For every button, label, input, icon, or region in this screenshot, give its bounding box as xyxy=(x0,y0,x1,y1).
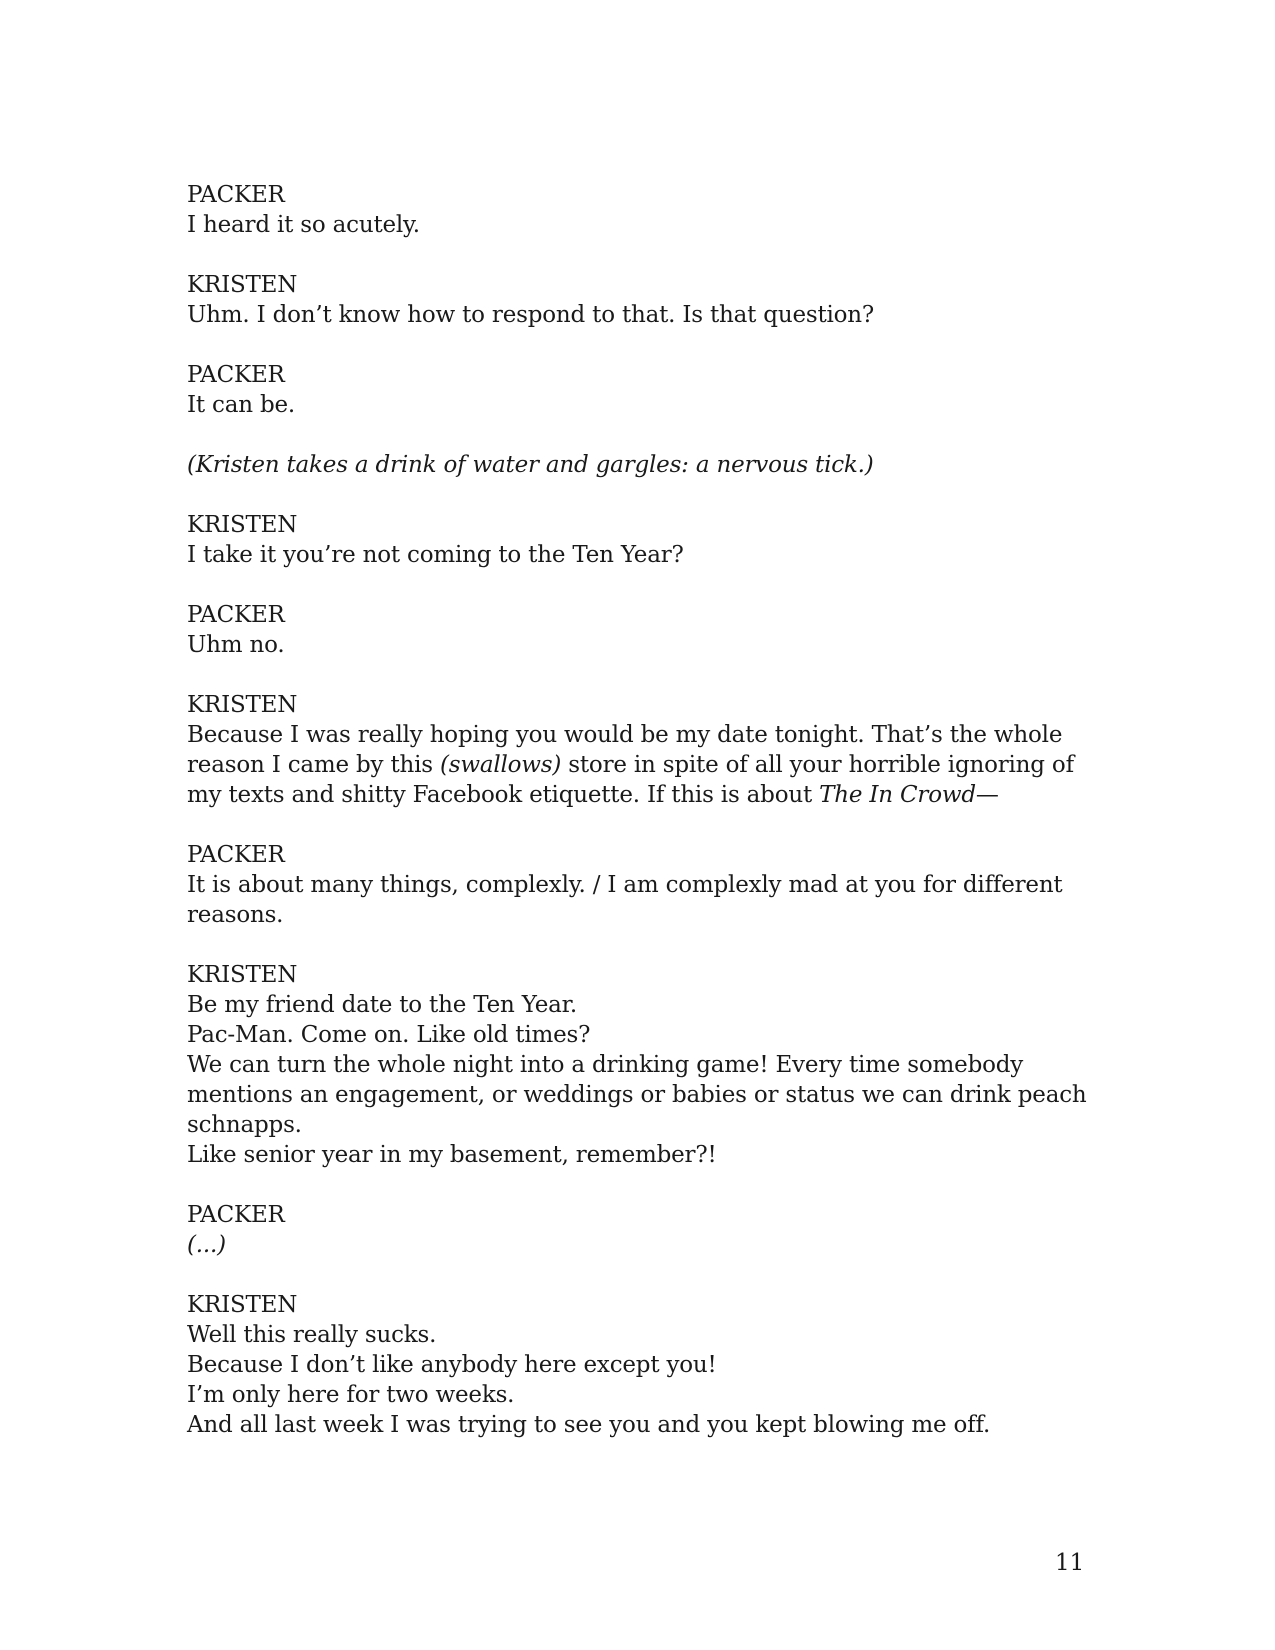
dialogue-line: Uhm. I don’t know how to respond to that. Is that question? xyxy=(187,302,875,328)
dialogue-line: Well this really sucks. xyxy=(187,1322,437,1348)
speaker-name: PACKER xyxy=(187,362,285,388)
dialogue-text: Because I was really hoping you would be my date tonight. That’s the whole reason I came by this xyxy=(187,722,1063,778)
dialogue-text: store in spite of all your horrible ignoring of my texts and shitty Facebook etiquette. If this is about xyxy=(187,752,1074,808)
speaker-name: PACKER xyxy=(187,1202,285,1228)
dialogue-block xyxy=(187,960,1087,1170)
speaker-name: PACKER xyxy=(187,602,285,628)
speaker-name: PACKER xyxy=(187,182,285,208)
dialogue-block xyxy=(187,690,1087,810)
dialogue-line: Be my friend date to the Ten Year. xyxy=(187,992,578,1018)
inline-stage-direction: (swallows) xyxy=(439,752,562,778)
dialogue-block xyxy=(187,180,1087,240)
title-reference: The In Crowd xyxy=(819,782,976,808)
dialogue-block xyxy=(187,360,1087,420)
dialogue-line: I’m only here for two weeks. xyxy=(187,1382,515,1408)
speaker-name: KRISTEN xyxy=(187,272,298,298)
dialogue-line: Uhm no. xyxy=(187,632,285,658)
script-page xyxy=(187,180,1087,1470)
speaker-name: PACKER xyxy=(187,842,285,868)
dialogue-paragraph: It is about many things, complexly. / I am complexly mad at you for different reasons. xyxy=(187,872,1063,928)
dialogue-block xyxy=(187,510,1087,570)
dialogue-line: It can be. xyxy=(187,392,296,418)
speaker-name: KRISTEN xyxy=(187,692,298,718)
speaker-name: KRISTEN xyxy=(187,1292,298,1318)
speaker-name: KRISTEN xyxy=(187,962,298,988)
dialogue-paragraph: We can turn the whole night into a drinking game! Every time somebody mentions an engagement, or weddings or babies or status we can drink peach schnapps. xyxy=(187,1052,1087,1138)
speaker-name: KRISTEN xyxy=(187,512,298,538)
stage-direction-block xyxy=(187,450,1087,480)
stage-direction: (...) xyxy=(187,1232,226,1258)
page-number: 11 xyxy=(1055,1550,1085,1576)
dialogue-line: Like senior year in my basement, remember?! xyxy=(187,1142,717,1168)
dialogue-line: I take it you’re not coming to the Ten Year? xyxy=(187,542,684,568)
dialogue-paragraph xyxy=(187,720,1087,810)
dialogue-block xyxy=(187,270,1087,330)
dialogue-line: Because I don’t like anybody here except you! xyxy=(187,1352,717,1378)
dialogue-block xyxy=(187,840,1087,930)
dialogue-line: Pac-Man. Come on. Like old times? xyxy=(187,1022,591,1048)
dialogue-block xyxy=(187,600,1087,660)
stage-direction: (Kristen takes a drink of water and gargles: a nervous tick.) xyxy=(187,452,874,478)
dialogue-block xyxy=(187,1290,1087,1440)
dialogue-text: — xyxy=(975,782,999,808)
dialogue-line: And all last week I was trying to see you and you kept blowing me off. xyxy=(187,1412,991,1438)
dialogue-block xyxy=(187,1200,1087,1260)
dialogue-line: I heard it so acutely. xyxy=(187,212,420,238)
